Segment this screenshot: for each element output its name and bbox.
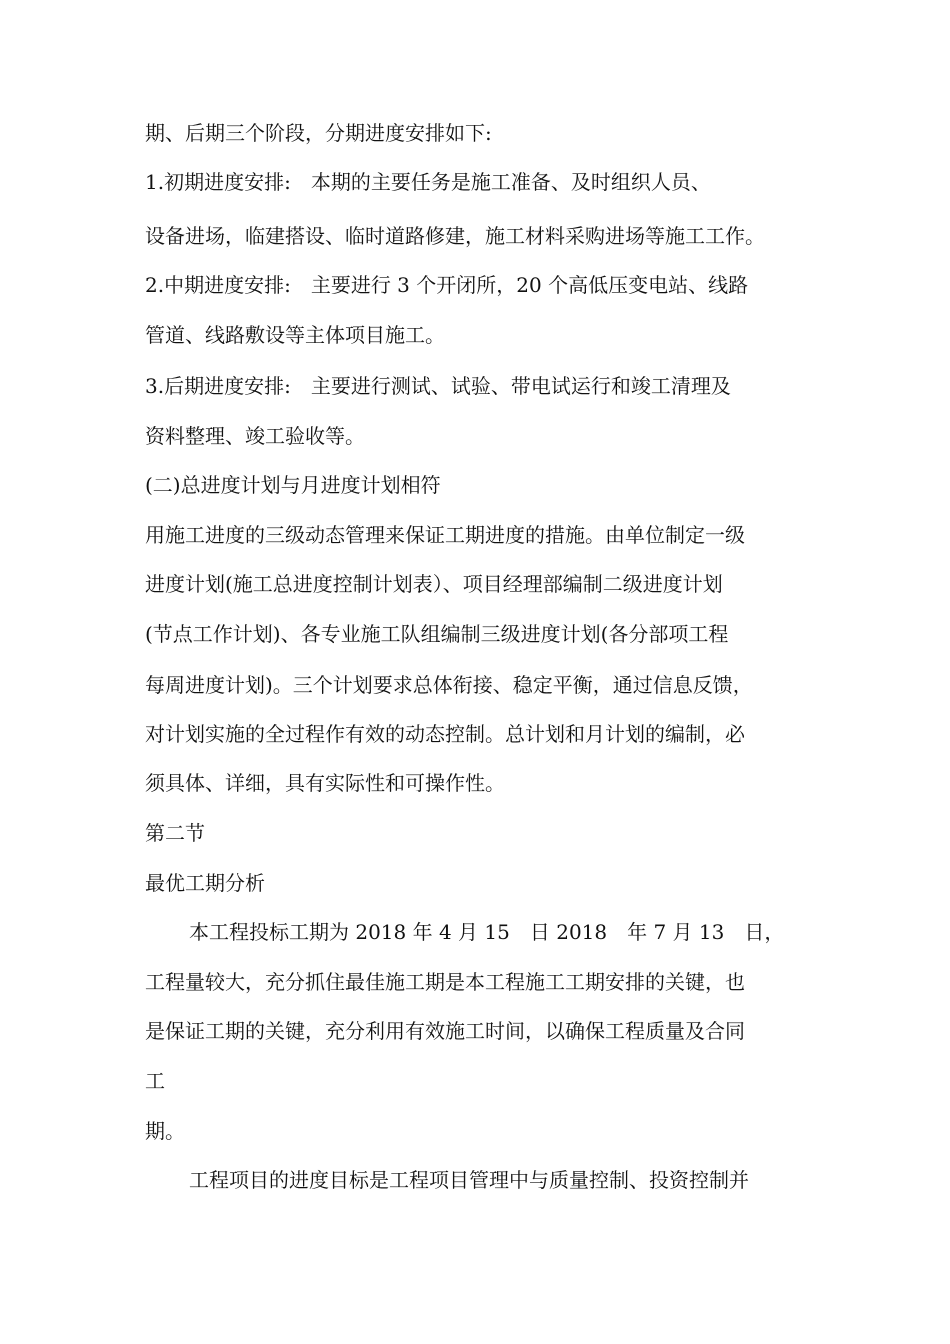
text-line-phases-intro: 期、后期三个阶段，分期进度安排如下:: [145, 121, 492, 145]
text-line-paragraph-4: 每周进度计划)。三个计划要求总体衔接、稳定平衡，通过信息反馈，: [145, 673, 753, 697]
section-heading-second: 第二节: [145, 821, 205, 845]
text-line-progress-goal: 工程项目的进度目标是工程项目管理中与质量控制、投资控制并: [189, 1168, 749, 1192]
text-line-bid-period-5: 期。: [145, 1119, 185, 1143]
text-line-final-schedule: 3.后期进度安排: 主要进行测试、试验、带电试运行和竣工清理及: [145, 374, 731, 398]
text-line-initial-schedule-cont: 设备进场，临建搭设、临时道路修建，施工材料采购进场等施工工作。: [145, 224, 765, 248]
text-line-bid-period-3: 是保证工期的关键，充分利用有效施工时间，以确保工程质量及合同: [145, 1019, 745, 1043]
text-line-middle-schedule-cont: 管道、线路敷设等主体项目施工。: [145, 323, 445, 347]
text-line-bid-period-4: 工: [145, 1069, 165, 1093]
text-line-bid-period: 本工程投标工期为 2018 年 4 月 15 日 2018 年 7 月 13 日，: [189, 920, 785, 944]
section-heading-plan-match: (二)总进度计划与月进度计划相符: [145, 473, 441, 497]
text-line-paragraph-3: (节点工作计划)、各专业施工队组编制三级进度计划(各分部项工程: [145, 622, 729, 646]
section-heading-optimal-period: 最优工期分析: [145, 871, 265, 895]
text-line-paragraph-2: 进度计划(施工总进度控制计划表）、项目经理部编制二级进度计划: [145, 572, 723, 596]
text-line-final-schedule-cont: 资料整理、竣工验收等。: [145, 424, 365, 448]
text-line-paragraph-6: 须具体、详细，具有实际性和可操作性。: [145, 771, 505, 795]
text-line-paragraph-5: 对计划实施的全过程作有效的动态控制。总计划和月计划的编制，必: [145, 722, 745, 746]
text-line-middle-schedule: 2.中期进度安排: 主要进行 3 个开闭所，20 个高低压变电站、线路: [145, 273, 749, 297]
text-line-bid-period-2: 工程量较大，充分抓住最佳施工期是本工程施工工期安排的关键，也: [145, 970, 745, 994]
text-line-initial-schedule: 1.初期进度安排: 本期的主要任务是施工准备、及时组织人员、: [145, 170, 711, 194]
text-line-paragraph-1: 用施工进度的三级动态管理来保证工期进度的措施。由单位制定一级: [145, 523, 745, 547]
